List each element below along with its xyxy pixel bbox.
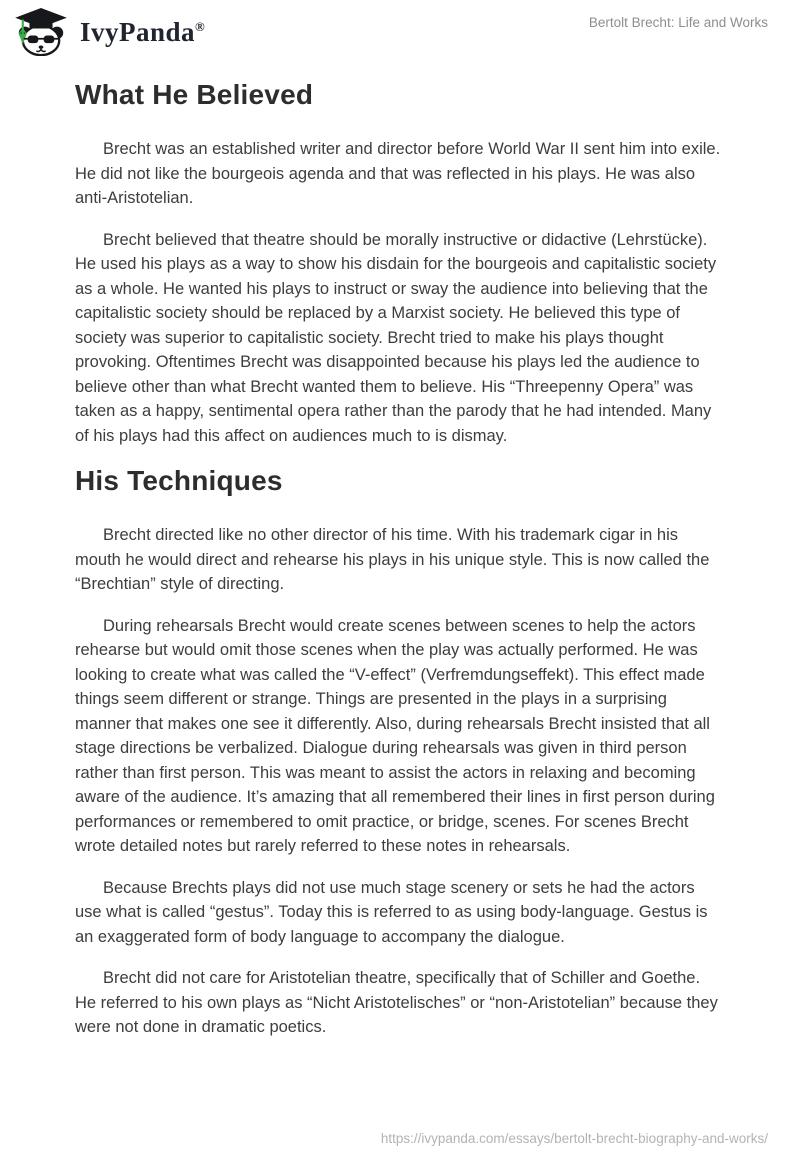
section-heading-what-he-believed: What He Believed (75, 79, 314, 110)
page-header (14, 8, 768, 56)
ivypanda-panda-logo-icon (14, 8, 68, 56)
paragraph: Brecht was an established writer and director before World War II sent him into exile. He did not like the bourgeois agenda and that was reflected in his plays. He was also anti-Aristotelian. (75, 140, 721, 207)
document-title: Bertolt Brecht: Life and Works (588, 15, 768, 30)
registered-trademark-symbol: ® (195, 19, 206, 34)
essay-content (75, 73, 725, 1057)
section-heading-his-techniques: His Techniques (75, 465, 283, 496)
paragraph: Brecht believed that theatre should be morally instructive or didactive (Lehrstücke). He used his plays as a way to show his disdain for the bourgeois and capitalistic society as a whole. He wanted his plays to instruct or sway the audience into believing that the capitalistic society should be replaced by a Marxist society. He believed this type of society was superior to capitalistic society. Brecht tried to make his plays thought provoking. Oftentimes Brecht was disappointed because his plays led the audience to believe other than what Brecht wanted them to believe. His “Threepenny Opera” was taken as a happy, sentimental opera rather than the parody that he had intended. Many of his plays had this affect on audiences much to is dismay. (75, 230, 717, 445)
paragraph: Brecht directed like no other director of his time. With his trademark cigar in his mouth he would direct and rehearse his plays in his unique style. This is now called the “Brechtian” style of directing. (75, 526, 710, 593)
source-url[interactable]: https://ivypanda.com/essays/bertolt-brecht-biography-and-works/ (380, 1131, 768, 1146)
paragraph: During rehearsals Brecht would create scenes between scenes to help the actors rehearse but would omit those scenes when the play was actually performed. He was looking to create what was called the “V-effect” (Verfremdungseffekt). This effect made things seem different or strange. Things are presented in the plays in a surprising manner that makes one see it differently. Also, during rehearsals Brecht insisted that all stage directions be verbalized. Dialogue during rehearsals was given in third person rather than first person. This was meant to assist the actors in relaxing and becoming aware of the audience. It’s amazing that all remembered their lines in first person during performances or remembered to omit practice, or bridge, scenes. For scenes Brecht wrote detailed notes but rarely referred to these notes in rehearsals. (75, 616, 715, 855)
brand[interactable] (14, 8, 205, 56)
brand-name: IvyPanda® (80, 17, 206, 47)
page-footer (381, 1131, 768, 1146)
paragraph: Brecht did not care for Aristotelian theatre, specifically that of Schiller and Goethe. He referred to his own plays as “Nicht Aristotelisches” or “non-Aristotelian” because they were not done in dramatic poetics. (75, 969, 718, 1036)
paragraph: Because Brechts plays did not use much stage scenery or sets he had the actors use what is called “gestus”. Today this is referred to as using body-language. Gestus is an exaggerated form of body language to accompany the dialogue. (75, 878, 708, 946)
